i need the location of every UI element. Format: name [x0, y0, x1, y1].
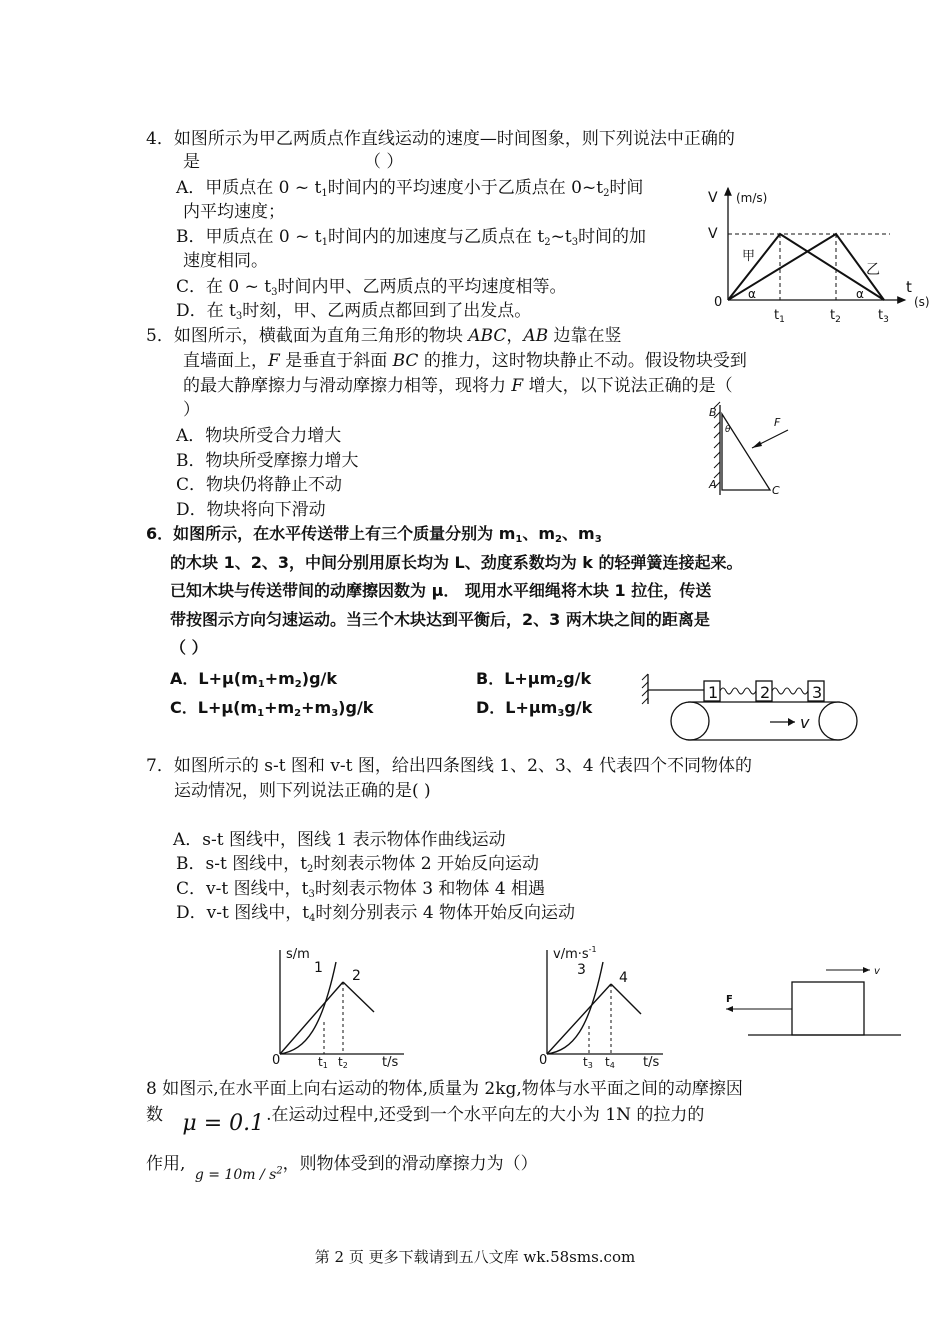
q4-option-a-cont: 内平均速度； — [183, 202, 285, 222]
q5-option-a: A．物块所受合力增大 — [176, 426, 342, 446]
q6-stem-line1: 6．如图所示，在水平传送带上有三个质量分别为 $m_1$、$m_2$、$m_3$ — [146, 524, 602, 545]
q4-stem-line2: 是 （ ） — [183, 152, 404, 172]
q4-option-b: B．甲质点在 0 ~ $t_1$时间内的加速度与乙质点在 $t_2\sim t_3$时间的加 — [176, 227, 647, 248]
yi-label: 乙 — [866, 262, 880, 278]
q5-stem-line1: 5．如图所示，横截面为直角三角形的物块 ABC，AB 边靠在竖 — [146, 326, 622, 346]
block-2-label: 2 — [760, 683, 771, 702]
q5-stem-line2: 直墙面上，F 是垂直于斜面 BC 的推力，这时物块静止不动。假设物块受到 — [183, 351, 747, 371]
vt-line-4-label: 4 — [619, 970, 628, 986]
st-line-2-rise — [280, 982, 343, 1054]
st-t2: t2 — [338, 1055, 348, 1070]
label-theta: θ — [725, 425, 731, 435]
vt-line-4-rise — [547, 984, 611, 1054]
block-1-label: 1 — [708, 683, 719, 702]
q5-option-d: D．物块将向下滑动 — [176, 500, 326, 520]
st-xlabel: t/s — [382, 1055, 399, 1070]
alpha-left: α — [748, 287, 756, 301]
label-a: A — [709, 478, 717, 491]
st-line-2-label: 2 — [352, 968, 361, 984]
q6-stem-line4: 带按图示方向匀速运动。当三个木块达到平衡后，2、3 两木块之间的距离是 — [170, 610, 710, 629]
st-t1: t1 — [318, 1055, 328, 1070]
q5-stem-line4: ） — [183, 400, 200, 420]
q6-option-a: A．$L+\mu(m_1+m_2)g/k$ — [170, 669, 338, 690]
q7-option-d: D．v-t 图线中，$t_4$时刻分别表示 4 物体开始反向运动 — [176, 903, 576, 924]
st-line-2-fall — [343, 982, 374, 1012]
q4-option-d: D．在 $t_3$时刻，甲、乙两质点都回到了出发点。 — [176, 301, 532, 322]
label-f: F — [774, 416, 781, 429]
vt-curve-3 — [547, 962, 603, 1054]
t-axis-unit: (s) — [914, 295, 930, 309]
t2-label: $t_2$ — [830, 308, 841, 325]
q5-option-b: B．物块所受摩擦力增大 — [176, 451, 359, 471]
q8-block-figure — [718, 958, 908, 1042]
t1-label: $t_1$ — [774, 308, 785, 325]
q7-stem-line1: 7．如图所示的 s-t 图和 v-t 图，给出四条图线 1、2、3、4 代表四个不同物体的 — [146, 756, 752, 776]
box-v-label: v — [874, 966, 880, 977]
alpha-right: α — [856, 287, 864, 301]
jia-label: 甲 — [742, 249, 756, 264]
label-c: C — [772, 484, 780, 497]
v-axis-unit: (m/s) — [736, 191, 768, 205]
q8-stem-line2: 数 μ = 0.1 .在运动过程中,还受到一个水平向左的大小为 1N 的拉力的 — [146, 1105, 705, 1136]
origin-label: 0 — [714, 295, 723, 310]
q6-option-b: B．$L+\mu m_2g/k$ — [476, 669, 592, 690]
q4-option-b-cont: 速度相同。 — [183, 251, 268, 271]
q4-stem-line1: 4．如图所示为甲乙两质点作直线运动的速度—时间图象，则下列说法中正确的 — [146, 129, 735, 149]
q7-stem-line2: 运动情况，则下列说法正确的是( ) — [174, 781, 431, 801]
g-formula: $g = 10m / s^2$ — [194, 1165, 283, 1183]
q6-stem-line2: 的木块 1、2、3，中间分别用原长均为 L、劲度系数均为 k 的轻弹簧连接起来。 — [170, 553, 743, 572]
st-ylabel: s/m — [286, 947, 310, 962]
st-origin: 0 — [272, 1053, 281, 1068]
q4-velocity-time-figure — [700, 180, 940, 325]
label-b: B — [709, 406, 717, 419]
q7-st-figure — [266, 942, 416, 1070]
q7-option-c: C．v-t 图线中，$t_3$时刻表示物体 3 和物体 4 相遇 — [176, 879, 546, 900]
v-axis-label: V — [708, 190, 718, 206]
q8-stem-line3: 作用, $g = 10m / s^2$，则物体受到的滑动摩擦力为（） — [146, 1153, 538, 1176]
q7-option-b: B．s-t 图线中，$t_2$时刻表示物体 2 开始反向运动 — [176, 854, 540, 875]
vt-xlabel: t/s — [643, 1055, 660, 1070]
vt-t3: t3 — [583, 1055, 593, 1070]
v-tick-label: V — [708, 226, 718, 242]
block-3-label: 3 — [812, 683, 823, 702]
mu-formula: μ = 0.1 — [182, 1111, 265, 1136]
vt-ylabel: $v/m\cdot s^{-1}$ — [553, 945, 597, 962]
q4-option-a: A．甲质点在 0 ~ $t_1$时间内的平均速度小于乙质点在 $0\sim t_2$时间 — [176, 178, 644, 199]
q5-option-c: C．物块仍将静止不动 — [176, 475, 343, 495]
vt-curve-3-label: 3 — [577, 962, 586, 978]
vt-line-4-fall — [611, 984, 641, 1014]
t-axis-label: t — [906, 278, 912, 296]
q6-stem-line3: 已知木块与传送带间的动摩擦因数为 μ． 现用水平细绳将木块 1 拉住，传送 — [170, 581, 712, 600]
box-f-label: F — [726, 994, 733, 1005]
q7-vt-figure — [533, 938, 683, 1070]
q8-stem-line1: 8 如图示,在水平面上向右运动的物体,质量为 2kg,物体与水平面之间的动摩擦因 — [146, 1079, 743, 1099]
q6-option-c: C．$L+\mu(m_1+m_2+m_3)g/k$ — [170, 698, 374, 719]
q6-conveyor-figure — [640, 672, 865, 744]
belt-velocity-label: v — [800, 713, 810, 732]
t3-label: $t_3$ — [878, 308, 889, 325]
st-curve-1-label: 1 — [314, 960, 323, 976]
q7-option-a: A．s-t 图线中，图线 1 表示物体作曲线运动 — [173, 830, 506, 850]
q4-option-c: C．在 0 ~ $t_3$时间内甲、乙两质点的平均速度相等。 — [176, 277, 567, 298]
vt-origin: 0 — [539, 1053, 548, 1068]
q5-block-figure — [700, 400, 800, 500]
q6-stem-line5: （ ） — [170, 638, 208, 657]
page-footer: 第 2 页 更多下载请到五八文库 wk.58sms.com — [314, 1248, 636, 1266]
st-curve-1 — [280, 962, 336, 1054]
q6-option-d: D．$L+\mu m_3g/k$ — [476, 698, 593, 719]
vt-t4: t4 — [605, 1055, 615, 1070]
q5-stem-line3: 的最大静摩擦力与滑动摩擦力相等，现将力 F 增大，以下说法正确的是（ — [183, 376, 733, 396]
